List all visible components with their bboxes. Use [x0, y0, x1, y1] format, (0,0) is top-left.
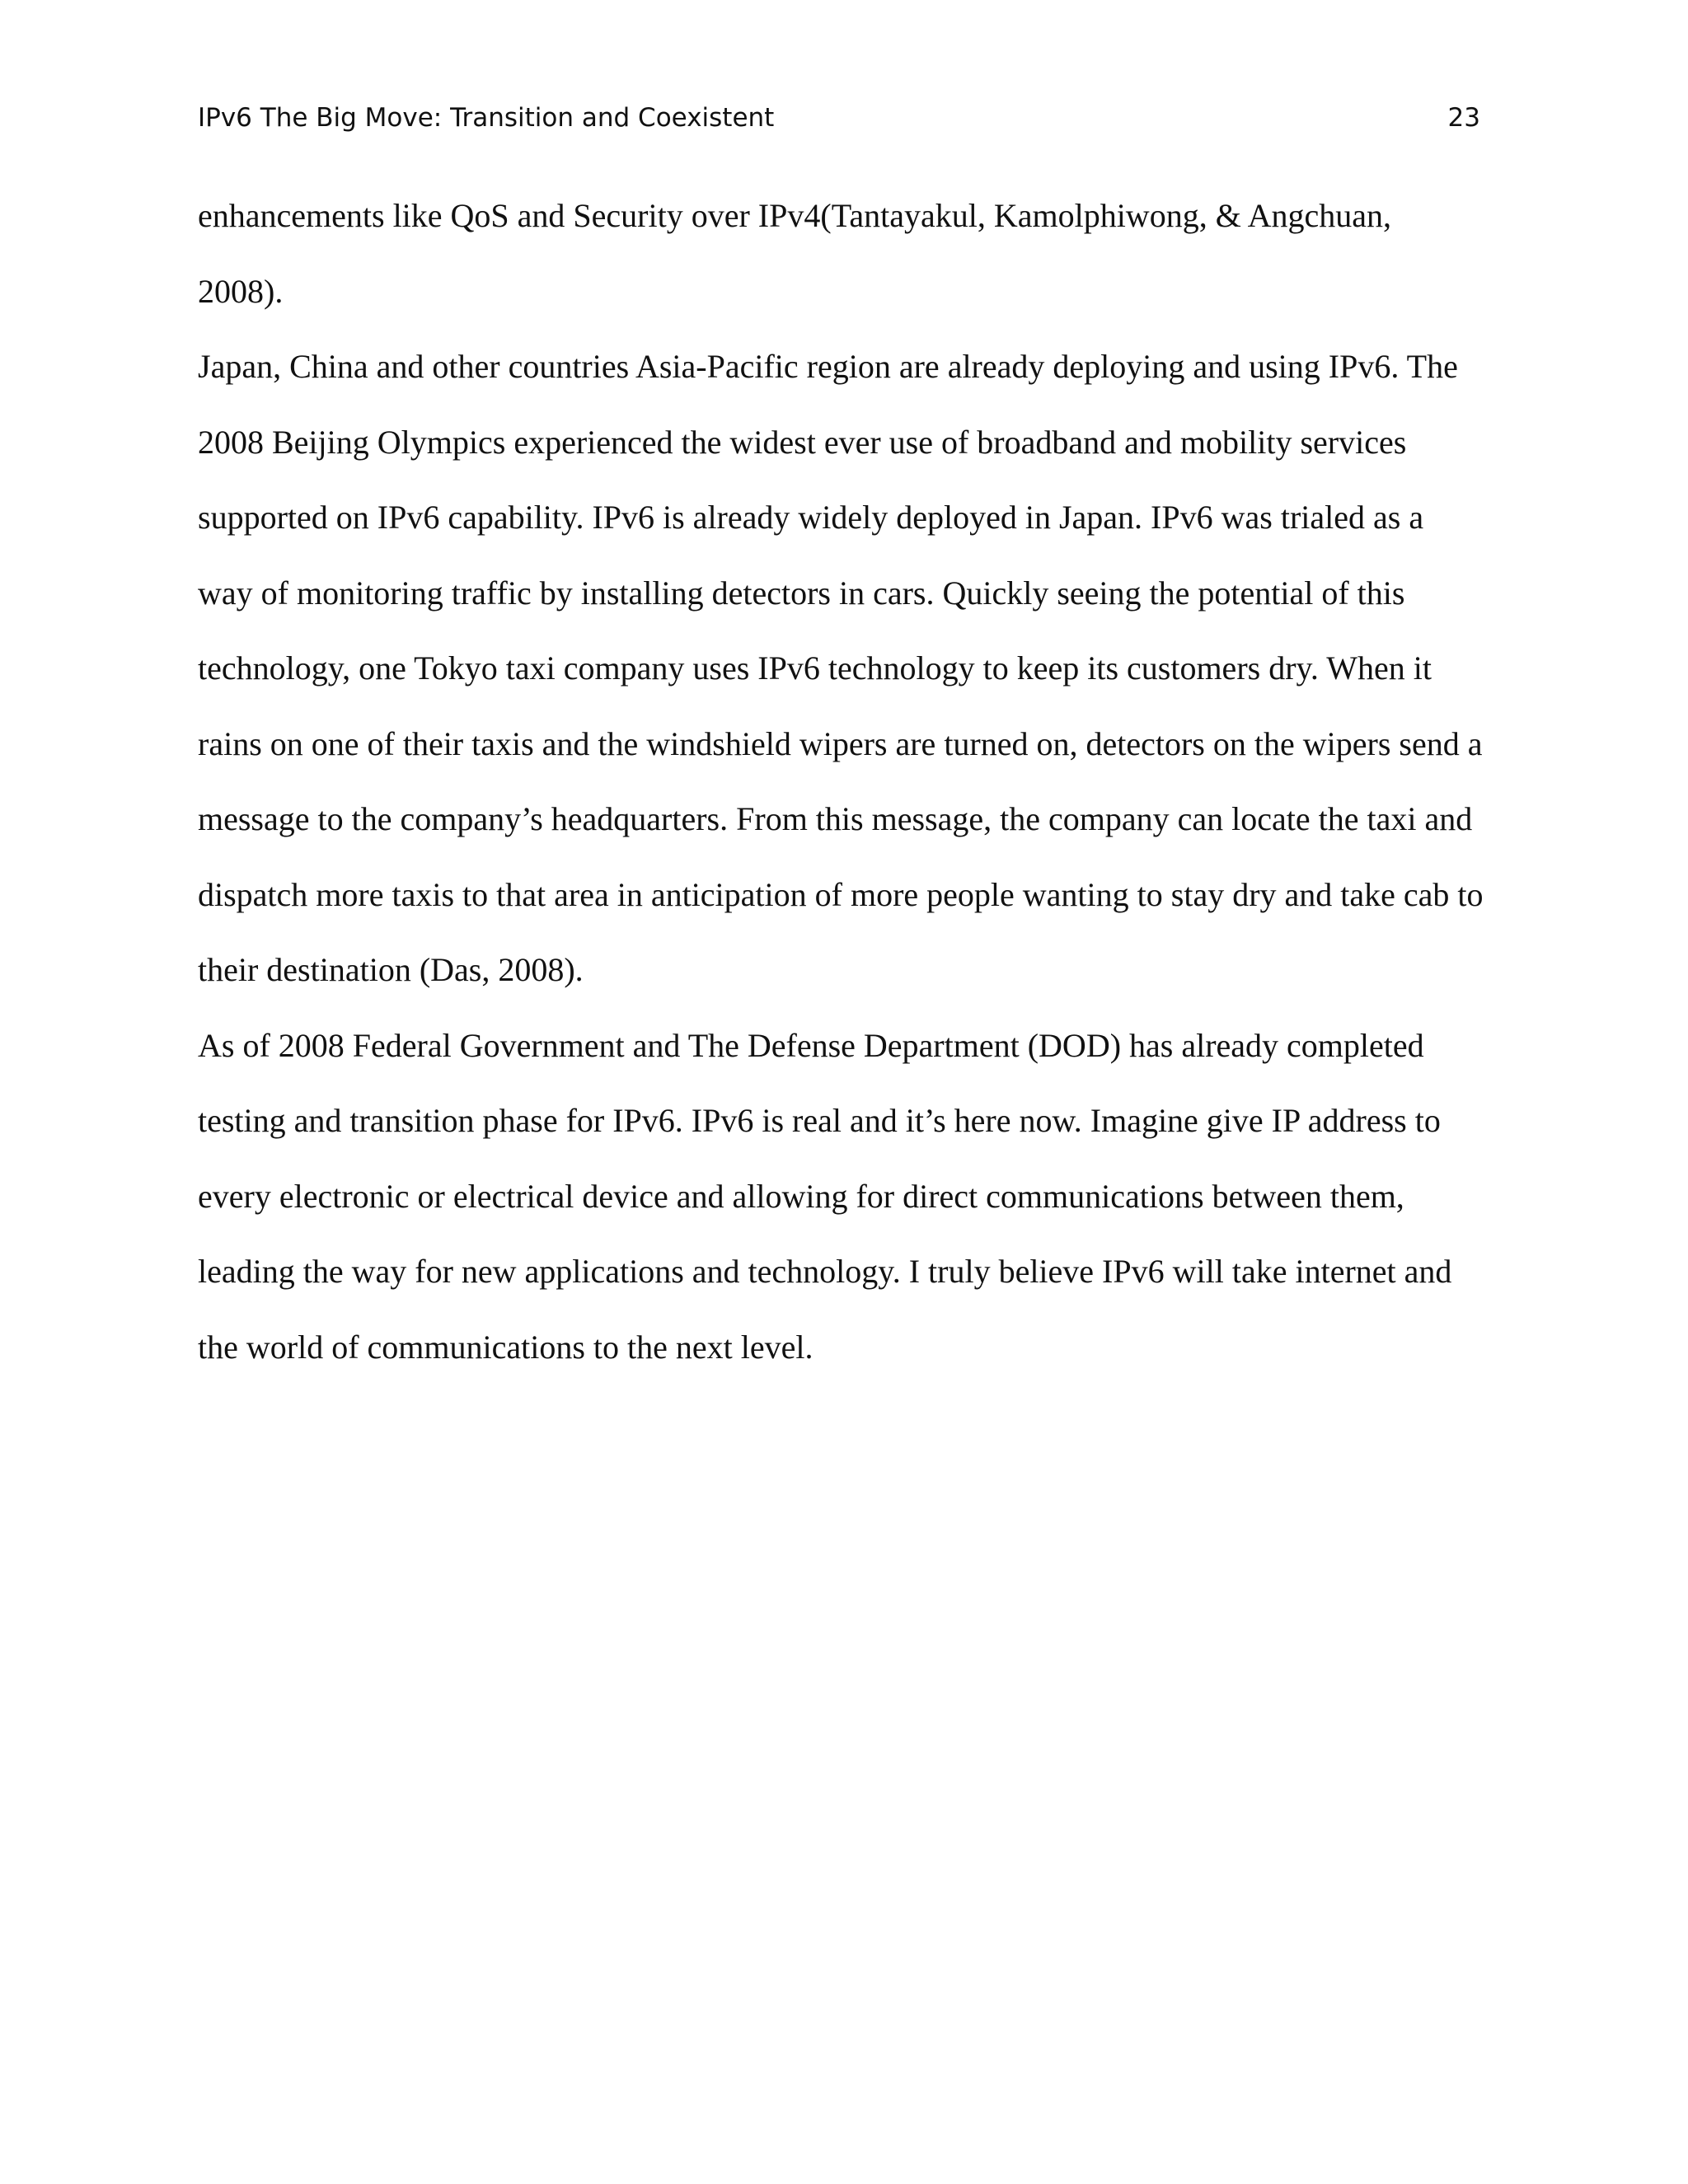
- text-line: supported on IPv6 capability. IPv6 is already widely deployed in Japan. IPv6 was trialed as a: [198, 499, 1424, 536]
- text-line: every electronic or electrical device and allowing for direct communications between them,: [198, 1177, 1404, 1215]
- text-line: enhancements like QoS and Security over IPv4(Tantayakul, Kamolphiwong, & Angchuan,: [198, 197, 1391, 234]
- running-header: [198, 97, 1480, 138]
- text-line: dispatch more taxis to that area in anticipation of more people wanting to stay dry and take cab to: [198, 875, 1484, 913]
- text-line: Japan, China and other countries Asia-Pacific region are already deploying and using IPv6. The: [198, 348, 1458, 385]
- text-line: rains on one of their taxis and the windshield wipers are turned on, detectors on the wipers send a: [198, 724, 1483, 762]
- text-line: testing and transition phase for IPv6. IPv6 is real and it’s here now. Imagine give IP address to: [198, 1102, 1441, 1139]
- text-line: their destination (Das, 2008).: [198, 951, 584, 988]
- text-line: 2008 Beijing Olympics experienced the widest ever use of broadband and mobility services: [198, 423, 1407, 461]
- text-line: 2008).: [198, 272, 284, 310]
- body-text: [198, 192, 1484, 1399]
- text-line: the world of communications to the next level.: [198, 1328, 814, 1366]
- text-line: message to the company’s headquarters. From this message, the company can locate the taxi and: [198, 800, 1473, 837]
- text-line: technology, one Tokyo taxi company uses IPv6 technology to keep its customers dry. When it: [198, 649, 1432, 687]
- header-title: IPv6 The Big Move: Transition and Coexistent: [198, 103, 775, 133]
- text-line: leading the way for new applications and technology. I truly believe IPv6 will take internet and: [198, 1253, 1452, 1290]
- page-number: 23: [1447, 103, 1480, 133]
- text-line: As of 2008 Federal Government and The Defense Department (DOD) has already completed: [198, 1026, 1424, 1064]
- text-line: way of monitoring traffic by installing detectors in cars. Quickly seeing the potential of this: [198, 574, 1405, 612]
